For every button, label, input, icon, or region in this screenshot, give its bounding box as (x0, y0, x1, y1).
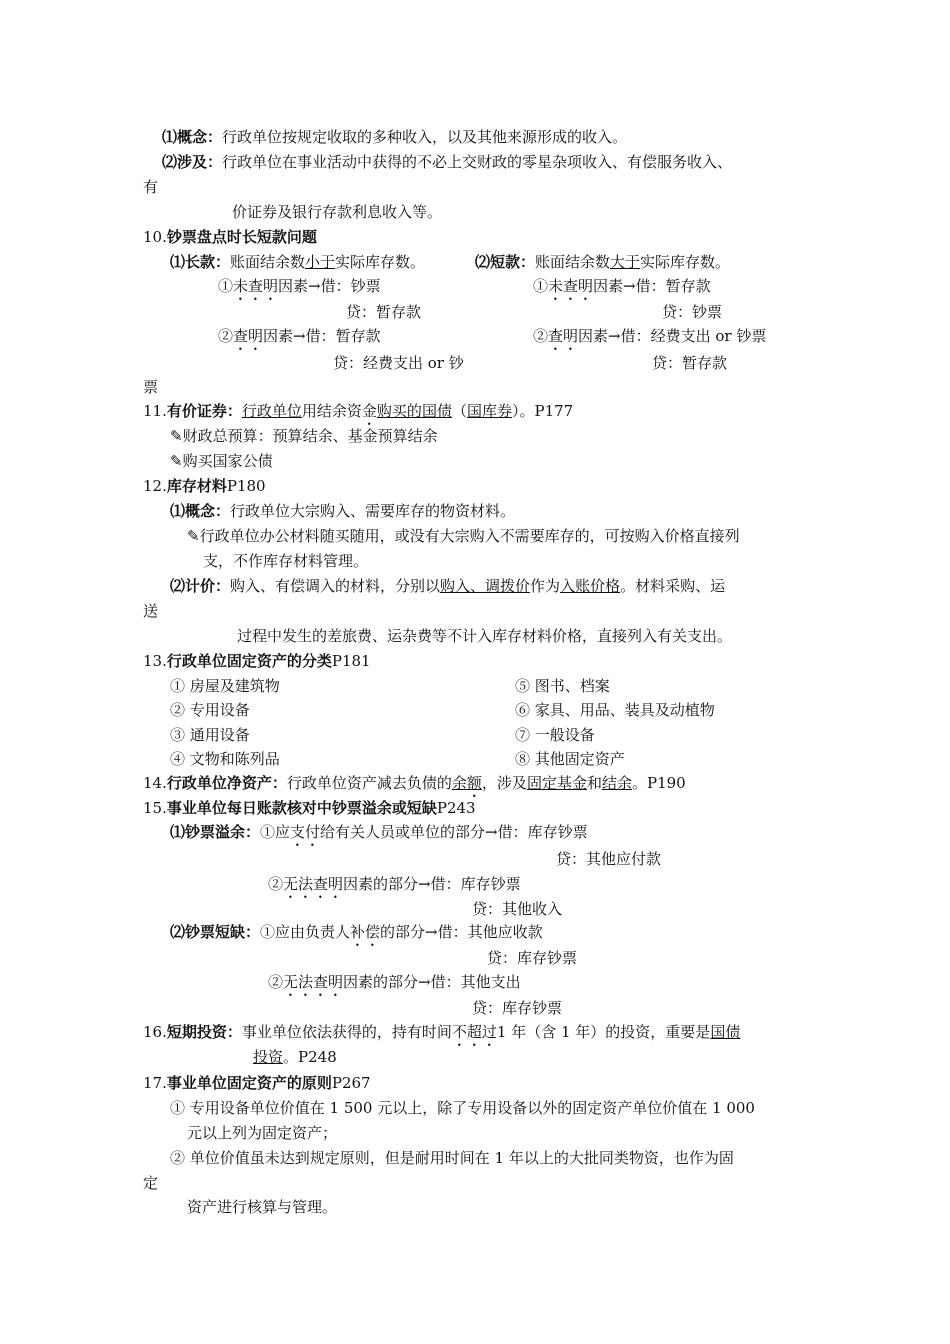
s9-line3: 价证券及银行存款利息收入等。 (232, 203, 443, 221)
s12-pricing-label: ⑵计价： (170, 577, 231, 595)
s10-left-1-dot: 未查明 (233, 277, 279, 295)
s15-page: P243 (436, 799, 476, 817)
s15-overage-label: ⑴钞票溢余： (170, 823, 261, 841)
s15-shortage (170, 922, 543, 950)
s10-left-1 (218, 276, 381, 304)
s14-title: 行政单位净资产： (166, 774, 287, 792)
s14-u3: 结余 (601, 774, 632, 792)
s12-note-1: ✎行政单位办公材料随买随用，或没有大宗购入不需要库存的，可按购入价格直接列 (187, 527, 740, 545)
s9-line2 (162, 152, 732, 172)
s10-short-b: 实际库存数。 (640, 253, 731, 271)
s11-note-1: ✎财政总预算：预算结余、基金预算结余 (170, 427, 438, 445)
s10-long-a: 账面结余数 (230, 253, 306, 271)
s15-overage-1a: ①应 (260, 823, 291, 841)
s13-item-right: ⑤ 图书、档案 (515, 677, 610, 695)
s17-line3: ② 单位价值虽未达到规定原则，但是耐用时间在 1 年以上的大批同类物资，也作为固 (170, 1149, 734, 1167)
s15-overage (170, 822, 588, 850)
s10-short (475, 252, 730, 272)
s14-heading (143, 773, 686, 801)
s10-right-2-num: ② (533, 327, 549, 345)
s15-shortage-1dot: 补偿 (350, 923, 381, 941)
s10-left-2 (218, 326, 381, 354)
s15-title: 事业单位每日账款核对中钞票溢余或短缺 (166, 799, 437, 817)
s15-overage-1-credit: 贷：其他应付款 (556, 850, 662, 868)
s13-heading (143, 651, 371, 671)
s13-item-right: ⑥ 家具、用品、装具及动植物 (515, 701, 715, 719)
s10-left-2-credit: 贷：经费支出 or 钞 (333, 354, 464, 372)
s12-pricing-line3: 过程中发生的差旅费、运杂费等不计入库存材料价格，直接列入有关支出。 (237, 627, 733, 645)
s10-short-a: 账面结余数 (535, 253, 611, 271)
s9-scope-label: ⑵涉及： (162, 153, 223, 171)
s15-shortage-2-num: ② (268, 973, 284, 991)
s10-short-u: 大于 (610, 253, 641, 271)
s11-t3: ）。P177 (511, 402, 574, 420)
s11-u1: 行政单位 (241, 402, 302, 420)
s13-item-left: ② 专用设备 (170, 701, 250, 719)
s12-pricing-t2: 作为 (530, 577, 561, 595)
s11-u4: 国库券 (466, 402, 512, 420)
s12-number: 12. (143, 477, 167, 495)
s12-pricing-u1: 购入、调拨价 (440, 577, 531, 595)
s14-t4: 。P190 (631, 774, 686, 792)
s15-shortage-2 (268, 972, 521, 1000)
s14-t2: ，涉及 (481, 774, 527, 792)
s11-u3: 国债 (421, 402, 452, 420)
s10-left-2-text: 因素→借：暂存款 (263, 327, 381, 345)
s10-short-label: ⑵短款： (475, 253, 536, 271)
s10-left-1-text: 因素→借：钞票 (278, 277, 381, 295)
s16-t2: 1 年（含 1 年）的投资，重要是 (496, 1023, 711, 1041)
s14-u2: 固定基金 (526, 774, 587, 792)
s15-overage-2-num: ② (268, 875, 284, 893)
s10-right-1-num: ① (533, 277, 549, 295)
s17-page: P267 (331, 1074, 371, 1092)
s15-overage-2-dot: 无法查明 (283, 875, 344, 893)
s12-concept-text: 行政单位大宗购入、需要库存的物资材料。 (230, 502, 516, 520)
s11-heading (143, 401, 573, 429)
s17-wrap: 定 (143, 1174, 159, 1192)
s10-wrap: 票 (143, 378, 159, 396)
s15-overage-1dot: 支付 (290, 823, 321, 841)
s9-scope-text: 行政单位在事业活动中获得的不必上交财政的零星杂项收入、有偿服务收入、 (222, 153, 733, 171)
s10-title: 钞票盘点时长短款问题 (166, 228, 317, 246)
s11-u2: 购买的 (376, 402, 422, 420)
s10-left-2-dot: 查明 (233, 327, 264, 345)
s16-line2 (253, 1047, 337, 1067)
s15-overage-2-text: 因素的部分→借：库存钞票 (343, 875, 521, 893)
s17-line1: ① 专用设备单位价值在 1 500 元以上，除了专用设备以外的固定资产单位价值在 1 000 (170, 1099, 755, 1117)
s17-title: 事业单位固定资产的原则 (166, 1074, 332, 1092)
s15-shortage-2-dot: 无法查明 (283, 973, 344, 991)
s15-number: 15. (143, 799, 167, 817)
s17-line2: 元以上列为固定资产； (187, 1124, 338, 1142)
s15-overage-2 (268, 874, 521, 902)
s10-right-1-dot: 未查明 (548, 277, 594, 295)
s16-u1: 国债 (710, 1023, 741, 1041)
s15-overage-2-credit: 贷：其他收入 (472, 900, 563, 918)
s13-item-right: ⑧ 其他固定资产 (515, 750, 625, 768)
s10-right-2-text: 因素→借：经费支出 or 钞票 (578, 327, 767, 345)
s17-number: 17. (143, 1074, 167, 1092)
s9-wrap: 有 (143, 178, 159, 196)
s16-heading (143, 1022, 740, 1050)
s13-item-left: ④ 文物和陈列品 (170, 750, 280, 768)
s15-shortage-2-credit: 贷：库存钞票 (472, 999, 563, 1017)
s10-left-1-credit: 贷：暂存款 (346, 303, 422, 321)
s17-line4: 资产进行核算与管理。 (187, 1198, 338, 1216)
s10-right-2-dot: 查明 (548, 327, 579, 345)
s17-heading (143, 1073, 371, 1093)
s15-shortage-1b: 的部分→借：其他应收款 (380, 923, 543, 941)
s16-dot: 不超过 (451, 1023, 497, 1041)
s10-right-1 (533, 276, 711, 304)
s10-long-label: ⑴长款： (170, 253, 231, 271)
s12-pricing-u2: 入账价格 (560, 577, 621, 595)
s10-right-2-credit: 贷：暂存款 (652, 354, 728, 372)
s10-right-2 (533, 326, 766, 354)
s14-u1dot: 额 (466, 774, 482, 792)
s12-note-2: 支，不作库存材料管理。 (203, 552, 369, 570)
s16-t1: 事业单位依法获得的，持有时间 (241, 1023, 452, 1041)
s9-concept-text: 行政单位按规定收取的多种收入，以及其他来源形成的收入。 (222, 128, 628, 146)
s15-shortage-2-text: 因素的部分→借：其他支出 (343, 973, 521, 991)
s12-pricing-t1: 购入、有偿调入的材料，分别以 (230, 577, 441, 595)
s13-page: P181 (331, 652, 371, 670)
s12-title: 库存材料 (166, 477, 227, 495)
s16-title: 短期投资： (166, 1023, 242, 1041)
s14-t1: 行政单位资产减去负债的 (286, 774, 452, 792)
s14-number: 14. (143, 774, 167, 792)
s12-pricing (170, 576, 725, 596)
s9-line1 (162, 127, 627, 147)
s10-long-u: 小于 (305, 253, 336, 271)
s15-shortage-label: ⑵钞票短缺： (170, 923, 261, 941)
s15-overage-1b: 给有关人员或单位的部分→借：库存钞票 (320, 823, 588, 841)
s15-shortage-1-credit: 贷：库存钞票 (487, 949, 578, 967)
s16-number: 16. (143, 1023, 167, 1041)
s16-u2: 投资 (253, 1048, 284, 1066)
s13-number: 13. (143, 652, 167, 670)
s12-wrap: 送 (143, 602, 159, 620)
s12-concept-label: ⑴概念： (170, 502, 231, 520)
s14-t3: 和 (586, 774, 602, 792)
s11-t2: （ (451, 402, 467, 420)
s13-item-left: ③ 通用设备 (170, 726, 250, 744)
s9-concept-label: ⑴概念： (162, 128, 223, 146)
s11-number: 11. (143, 402, 167, 420)
s12-pricing-t3: 。材料采购、运 (620, 577, 726, 595)
s10-right-1-credit: 贷：钞票 (662, 303, 723, 321)
s12-page: P180 (226, 477, 266, 495)
s11-title: 有价证券： (166, 402, 242, 420)
s10-heading (143, 227, 317, 247)
s10-right-1-text: 因素→借：暂存款 (593, 277, 711, 295)
s12-heading (143, 476, 266, 496)
s10-long-b: 实际库存数。 (335, 253, 426, 271)
s10-number: 10. (143, 228, 167, 246)
s11-dot: 金 (361, 402, 377, 420)
s11-t1: 用结余资 (301, 402, 362, 420)
s15-heading (143, 798, 476, 818)
s16-t3: 。P248 (283, 1048, 337, 1066)
s10-left-2-num: ② (218, 327, 234, 345)
s12-concept (170, 501, 515, 521)
s13-item-right: ⑦ 一般设备 (515, 726, 595, 744)
s13-title: 行政单位固定资产的分类 (166, 652, 332, 670)
s10-long (170, 252, 425, 272)
s14-u1a: 余 (451, 774, 467, 792)
s10-left-1-num: ① (218, 277, 234, 295)
s13-item-left: ① 房屋及建筑物 (170, 677, 280, 695)
s15-shortage-1a: ①应由负责人 (260, 923, 351, 941)
s11-note-2: ✎购买国家公债 (170, 452, 273, 470)
